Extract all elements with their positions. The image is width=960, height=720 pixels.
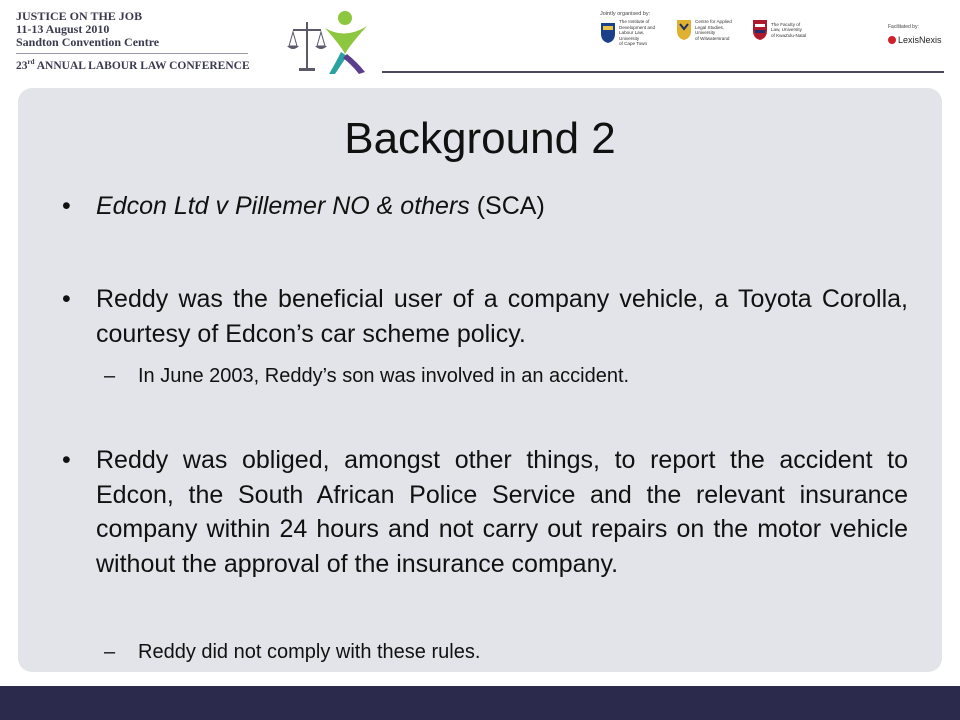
footer-bar bbox=[0, 686, 960, 720]
slide-title: Background 2 bbox=[344, 114, 616, 163]
facilitated-by-label: Facilitated by: bbox=[888, 24, 919, 30]
bullet-case-name bbox=[62, 189, 908, 224]
sub-bullet-accident-text: In June 2003, Reddy’s son was involved in an accident. bbox=[138, 365, 630, 387]
sub-bullet-accident bbox=[104, 364, 629, 388]
bullet-vehicle-text: Reddy was the beneficial user of a company vehicle, a Toyota Corolla, courtesy of Edcon’s car scheme policy. bbox=[96, 285, 908, 348]
sub-bullet-noncompliance-text: Reddy did not comply with these rules. bbox=[138, 641, 481, 663]
lexisnexis-icon bbox=[888, 36, 896, 44]
partner-wits bbox=[676, 19, 732, 41]
court-abbrev: (SCA) bbox=[469, 192, 545, 220]
bullet-marker: • bbox=[62, 446, 71, 474]
bullet-obligations-text: Reddy was obliged, amongst other things, to report the accident to Edcon, the South African Police Service and the relevant insurance company within 24 hours and not carry out repairs on the motor vehicle without the approval of the insurance company. bbox=[96, 446, 908, 578]
conference-name: 23rd ANNUAL LABOUR LAW CONFERENCE bbox=[16, 53, 248, 73]
sub-bullet-marker: – bbox=[104, 641, 116, 663]
jointly-organised-label: Jointly organised by: bbox=[600, 11, 651, 17]
justice-logo-icon bbox=[285, 6, 375, 78]
wits-crest-icon bbox=[676, 19, 692, 41]
partner-ukzn bbox=[752, 19, 806, 41]
ukzn-crest-icon bbox=[752, 19, 768, 41]
bullet-obligations bbox=[62, 443, 908, 581]
bullet-marker: • bbox=[62, 285, 71, 313]
sponsor-logo bbox=[888, 35, 942, 45]
conference-dates: 11-13 August 2010 bbox=[16, 22, 110, 36]
partner-wits-label: Centre for Applied Legal Studies, University of Witwatersrand bbox=[695, 19, 732, 41]
partner-uct bbox=[600, 19, 655, 47]
uct-crest-icon bbox=[600, 22, 616, 44]
bullet-vehicle bbox=[62, 282, 908, 351]
partner-ukzn-label: The Faculty of Law, University of KwaZulu-Natal bbox=[771, 21, 807, 38]
conference-title: JUSTICE ON THE JOB bbox=[16, 9, 143, 23]
bullet-marker: • bbox=[62, 192, 71, 220]
header-divider bbox=[382, 71, 944, 73]
conference-venue: Sandton Convention Centre bbox=[16, 35, 160, 49]
sub-bullet-noncompliance bbox=[104, 640, 480, 664]
case-title: Edcon Ltd v Pillemer NO & others bbox=[96, 192, 470, 220]
partner-uct-label: The Institute of Development and Labour Law, University of Cape Town bbox=[619, 19, 656, 47]
conference-info bbox=[16, 10, 248, 73]
sponsor-name: LexisNexis bbox=[898, 35, 942, 45]
sub-bullet-marker: – bbox=[104, 365, 116, 387]
